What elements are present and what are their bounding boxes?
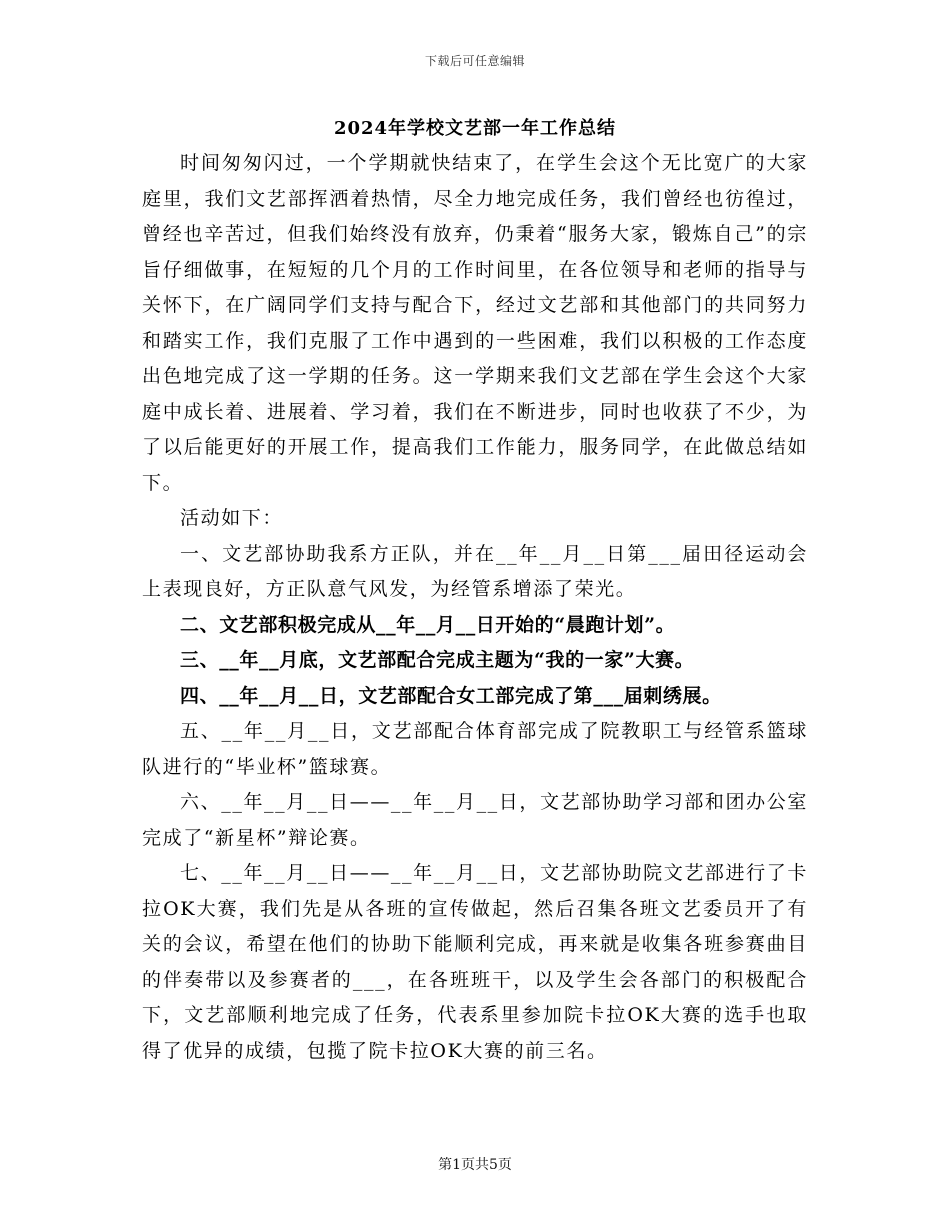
page-header-note: 下载后可任意编辑 — [424, 54, 525, 68]
activity-item-2: 二、文艺部积极完成从__年__月__日开始的“晨跑计划”。 — [180, 613, 676, 636]
document-title: 2024年学校文艺部一年工作总结 — [333, 118, 617, 139]
activity-item-5: 五、__年__月__日，文艺部配合体育部完成了院教职工与经管系篮球队进行的“毕业杯”篮球赛。 — [142, 720, 808, 778]
activity-item-6: 六、__年__月__日——__年__月__日，文艺部协助学习部和团办公室完成了“新星杯”辩论赛。 — [142, 791, 808, 849]
activity-item-4: 四、__年__月__日，文艺部配合女工部完成了第___届刺绣展。 — [180, 684, 722, 707]
document-body — [142, 146, 808, 1069]
activity-item-7: 七、__年__月__日——__年__月__日，文艺部协助院文艺部进行了卡拉OK大赛，我们先是从各班的宣传做起，然后召集各班文艺委员开了有关的会议，希望在他们的协助下能顺利完成，再来就是收集各班参赛曲目的伴奏带以及参赛者的___，在各班班干，以及学生会各部门的积极配合下，文艺部顺利地完成了任务，代表系里参加院卡拉OK大赛的选手也取得了优异的成绩，包揽了院卡拉OK大赛的前三名。 — [142, 862, 808, 1062]
activity-item-3: 三、__年__月底，文艺部配合完成主题为“我的一家”大赛。 — [180, 649, 695, 671]
activity-item-1: 一、文艺部协助我系方正队，并在__年__月__日第___届田径运动会上表现良好，方正队意气风发，为经管系增添了荣光。 — [142, 542, 808, 600]
page-number: 第1页共5页 — [438, 1157, 512, 1173]
intro-paragraph: 时间匆匆闪过，一个学期就快结束了，在学生会这个无比宽广的大家庭里，我们文艺部挥洒着热情，尽全力地完成任务，我们曾经也彷徨过，曾经也辛苦过，但我们始终没有放弃，仍秉着“服务大家，锻炼自己”的宗旨仔细做事，在短短的几个月的工作时间里，在各位领导和老师的指导与关怀下，在广阔同学们支持与配合下，经过文艺部和其他部门的共同努力和踏实工作，我们克服了工作中遇到的一些困难，我们以积极的工作态度出色地完成了这一学期的任务。这一学期来我们文艺部在学生会这个大家庭中成长着、进展着、学习着，我们在不断进步，同时也收获了不少，为了以后能更好的开展工作，提高我们工作能力，服务同学，在此做总结如下。 — [142, 152, 808, 494]
activities-heading: 活动如下： — [180, 507, 284, 529]
